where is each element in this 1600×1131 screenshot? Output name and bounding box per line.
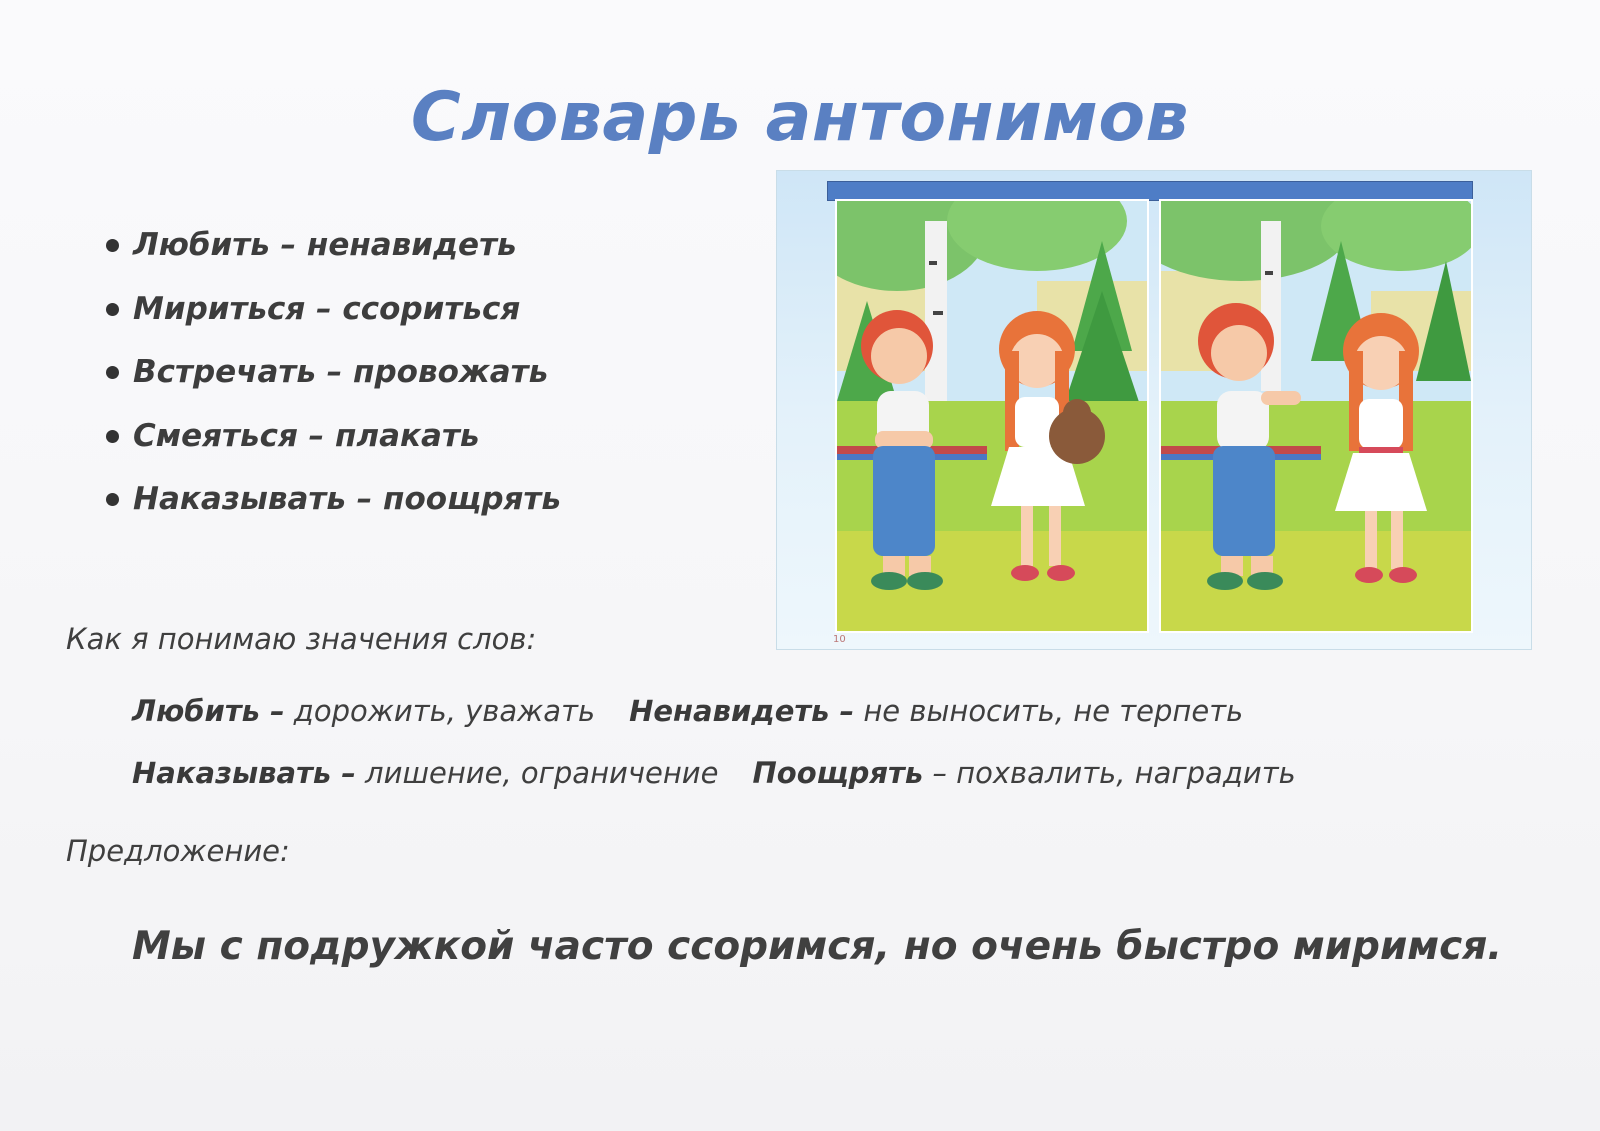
antonym-pair: Любить – ненавидеть xyxy=(133,227,517,263)
children-illustration xyxy=(776,170,1532,650)
meaning-word: Поощрять xyxy=(752,756,924,790)
antonym-pair: Мириться – ссориться xyxy=(133,290,521,327)
sentence-heading: Предложение: xyxy=(66,834,290,868)
bullet-icon xyxy=(106,239,119,252)
meanings-row-1 xyxy=(132,694,1243,728)
meanings-heading: Как я понимаю значения слов: xyxy=(66,622,537,656)
quarrel-scene-image xyxy=(837,201,1147,631)
reconcile-scene-image xyxy=(1161,201,1471,631)
meaning-word: Любить – xyxy=(132,694,285,728)
bullet-icon xyxy=(106,430,119,443)
bullet-icon xyxy=(106,303,119,316)
illustration-top-bar xyxy=(827,181,1473,201)
bullet-icon xyxy=(106,493,119,506)
meaning-text: дорожить, уважать xyxy=(284,694,596,728)
page-title: Словарь антонимов xyxy=(410,78,1190,157)
meaning-word: Наказывать – xyxy=(132,756,356,790)
meaning-text: лишение, ограничение xyxy=(355,756,719,790)
bullet-icon xyxy=(106,366,119,379)
meaning-word: Ненавидеть – xyxy=(629,694,855,728)
list-item xyxy=(100,349,561,413)
illustration-panel-quarrel xyxy=(835,199,1149,633)
antonym-pair: Наказывать – поощрять xyxy=(133,481,562,517)
list-item xyxy=(100,222,561,286)
illustration-page-number: 10 xyxy=(833,634,846,645)
antonym-list xyxy=(100,222,561,540)
antonym-pair: Встречать – провожать xyxy=(133,354,549,390)
antonym-pair: Смеяться – плакать xyxy=(133,417,480,454)
meanings-row-2 xyxy=(132,756,1296,790)
meaning-text: – похвалить, наградить xyxy=(923,756,1296,790)
example-sentence: Мы с подружкой часто ссоримся, но очень быстро миримся. xyxy=(132,924,1503,969)
meaning-text: не выносить, не терпеть xyxy=(854,694,1244,728)
list-item xyxy=(100,476,561,540)
list-item xyxy=(100,286,561,350)
illustration-panel-reconcile xyxy=(1159,199,1473,633)
list-item xyxy=(100,413,561,477)
